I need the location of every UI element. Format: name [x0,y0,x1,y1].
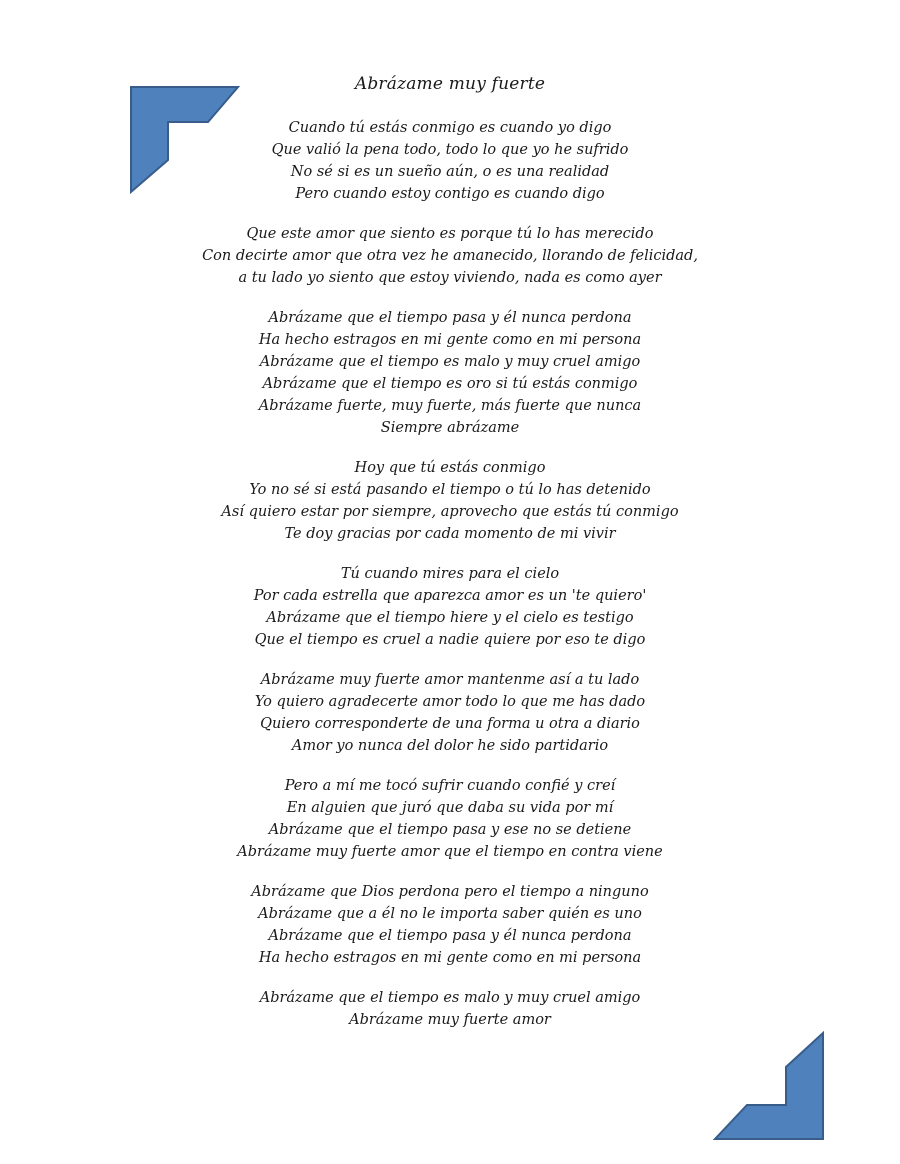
poem-title: Abrázame muy fuerte [354,74,546,94]
stanza [150,223,750,289]
poem-line: Abrázame muy fuerte amor que el tiempo en contra viene [237,844,663,860]
poem-line: Te doy gracias por cada momento de mi vivir [284,526,616,542]
poem-line: Abrázame que el tiempo es malo y muy cruel amigo [259,354,641,370]
poem-body [150,117,750,1049]
poem-line: Abrázame que el tiempo pasa y ese no se detiene [268,822,632,838]
poem-line: No sé si es un sueño aún, o es una realidad [290,164,610,180]
poem-line: Abrázame que el tiempo es oro si tú estás conmigo [262,376,638,392]
bottom-right-corner-ornament [712,1030,826,1142]
poem-line: Ha hecho estragos en mi gente como en mi persona [258,950,642,966]
stanza [150,307,750,439]
poem-line: Siempre abrázame [380,420,520,436]
poem-line: Así quiero estar por siempre, aprovecho que estás tú conmigo [221,504,679,520]
poem-line: a tu lado yo siento que estoy viviendo, nada es como ayer [238,270,662,286]
stanza [150,881,750,969]
poem-line: En alguien que juró que daba su vida por mí [286,800,614,816]
poem-line: Por cada estrella que aparezca amor es un 'te quiero' [253,588,647,604]
stanza [150,775,750,863]
poem-line: Abrázame muy fuerte amor mantenme así a tu lado [260,672,640,688]
poem-line: Yo quiero agradecerte amor todo lo que me has dado [254,694,646,710]
corner-bracket-shape [715,1033,823,1139]
poem-line: Abrázame que Dios perdona pero el tiempo a ninguno [251,884,649,900]
poem-line: Abrázame fuerte, muy fuerte, más fuerte que nunca [258,398,642,414]
poem-line: Que el tiempo es cruel a nadie quiere por eso te digo [254,632,646,648]
poem-line: Abrázame que el tiempo hiere y el cielo es testigo [266,610,634,626]
poem-line: Quiero corresponderte de una forma u otra a diario [260,716,640,732]
stanza [150,563,750,651]
poem-line: Cuando tú estás conmigo es cuando yo digo [288,120,612,136]
poem-line: Abrázame muy fuerte amor [349,1012,551,1028]
poem-line: Yo no sé si está pasando el tiempo o tú lo has detenido [249,482,651,498]
poem-line: Tú cuando mires para el cielo [340,566,560,582]
stanza [150,457,750,545]
poem-line: Que este amor que siento es porque tú lo has merecido [246,226,654,242]
poem-line: Amor yo nunca del dolor he sido partidario [291,738,609,754]
poem-line: Abrázame que a él no le importa saber quién es uno [258,906,642,922]
poem-line: Abrázame que el tiempo pasa y él nunca perdona [268,928,632,944]
poem-line: Hoy que tú estás conmigo [354,460,546,476]
poem-line: Abrázame que el tiempo es malo y muy cruel amigo [259,990,641,1006]
stanza [150,987,750,1031]
poem-line: Que valió la pena todo, todo lo que yo he sufrido [271,142,629,158]
poem-line: Ha hecho estragos en mi gente como en mi persona [258,332,642,348]
stanza [150,669,750,757]
poem-line: Abrázame que el tiempo pasa y él nunca perdona [268,310,632,326]
stanza [150,117,750,205]
poem-line: Pero a mí me tocó sufrir cuando confié y creí [284,778,616,794]
poem-line: Con decirte amor que otra vez he amanecido, llorando de felicidad, [202,248,698,264]
poem-line: Pero cuando estoy contigo es cuando digo [295,186,605,202]
